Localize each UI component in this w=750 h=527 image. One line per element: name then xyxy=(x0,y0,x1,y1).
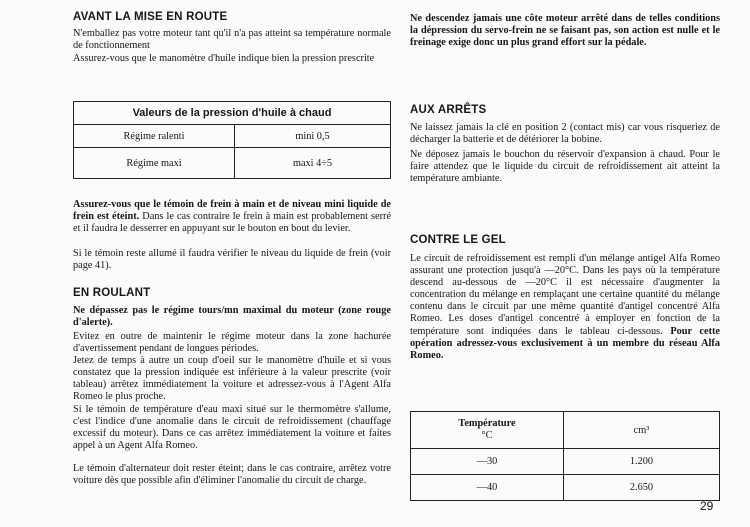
paragraph-liquide-frein: Si le témoin reste allumé il faudra vérifier le niveau du liquide de frein (voir page 41). xyxy=(73,248,391,272)
oil-pressure-table xyxy=(73,101,391,179)
paragraph-cote-moteur xyxy=(410,13,720,49)
antifreeze-row-temp: —30 xyxy=(411,449,564,475)
section-title-contre-le-gel: CONTRE LE GEL xyxy=(410,234,506,246)
oil-table-row-label: Régime ralenti xyxy=(74,125,235,148)
antifreeze-bold: Pour cette opération adressez-vous exclusivement à un membre du réseau Alfa Romeo. xyxy=(410,325,721,361)
brake-warning-bold: Assurez-vous que le témoin de frein à main et de niveau mini liquide de frein est éteint. xyxy=(73,199,391,223)
section-title-aux-arrets: AUX ARRÊTS xyxy=(410,104,487,116)
paragraph-coup-oeil: Jetez de temps à autre un coup d'oeil sur le manomètre d'huile et si vous constatez que la pression indiquée est inférieure à la valeur prescrite (voir tableau) arrêtez immédiatement la voiture et adressez-vous à l'Agent Alfa Romeo le plus proche. xyxy=(73,355,391,403)
antifreeze-text: Le circuit de refroidissement est rempli d'un mélange antigel Alfa Romeo assurant une protection jusqu'à —20°C. Dans les pays où la température descend au-dessous de —20°C il est nécessaire d'augmenter la concentration du mélange en remplaçant une certaine quantité du mélange contenu dans le circuit par une même quantité d'antigel concentré Alfa Romeo. Les doses d'antigel concentré à employer en fonction de la température sont indiquées dans le tableau ci-dessous. xyxy=(410,253,720,337)
paragraph-zone-hachuree: Evitez en outre de maintenir le régime moteur dans la zone hachurée d'avertissement pendant de longues périodes. xyxy=(73,331,391,355)
antifreeze-row-cm3: 1.200 xyxy=(564,449,720,475)
oil-table-row-value: maxi 4÷5 xyxy=(235,148,391,179)
oil-table-title: Valeurs de la pression d'huile à chaud xyxy=(74,102,391,125)
hill-warning-bold: Ne descendez jamais une côte moteur arrêté dans de telles conditions la dépression du servo-frein ne se faisant pas, son action est nulle et le freinage exige donc un plus grand effort sur la pédale. xyxy=(410,13,720,49)
antifreeze-row-temp: —40 xyxy=(411,475,564,501)
paragraph-cle-position: Ne laissez jamais la clé en position 2 (contact mis) car vous risqueriez de décharger la batterie et de détériorer la bobine. xyxy=(410,122,720,146)
section-title-en-roulant: EN ROULANT xyxy=(73,287,151,299)
antifreeze-header-temperature xyxy=(411,412,564,449)
paragraph-bouchon-reservoir: Ne déposez jamais le bouchon du réservoir d'expansion à chaud. Pour le faire attendez que le liquide du circuit de refroidissement ait atteint la température ambiante. xyxy=(410,149,720,185)
brake-warning-text: Dans le cas contraire le frein à main est probablement serré et il faudra le desserrer en appuyant sur le bouton en bout du levier. xyxy=(73,211,392,235)
paragraph-regime-max xyxy=(73,305,391,329)
paragraph-manometre: Assurez-vous que le manomètre d'huile indique bien la pression prescrite xyxy=(73,53,375,64)
paragraph-antigel xyxy=(410,253,720,362)
antifreeze-header-temperature-label: Température xyxy=(458,418,516,429)
section-title-avant-mise-en-route: AVANT LA MISE EN ROUTE xyxy=(73,11,228,23)
rpm-warning-bold: Ne dépassez pas le régime tours/mn maximal du moteur (zone rouge d'alerte). xyxy=(73,305,391,329)
oil-table-row-value: mini 0,5 xyxy=(235,125,391,148)
antifreeze-header-unit: °C xyxy=(481,430,493,441)
antifreeze-table xyxy=(410,411,720,501)
page-number: 29 xyxy=(700,499,714,513)
paragraph-temoin-temperature: Si le témoin de température d'eau maxi situé sur le thermomètre s'allume, c'est l'indice d'une anomalie dans le circuit de refroidissement (chauffage excessif du moteur). Dans ce cas arrêtez immédiatement la voiture et faites appel à un Agent Alfa Romeo. xyxy=(73,404,391,452)
paragraph-temoin-frein xyxy=(73,199,391,235)
antifreeze-header-cm3: cm³ xyxy=(564,412,720,449)
oil-table-row-label: Régime maxi xyxy=(74,148,235,179)
antifreeze-row-cm3: 2.650 xyxy=(564,475,720,501)
paragraph-alternateur: Le témoin d'alternateur doit rester éteint; dans le cas contraire, arrêtez votre voiture dès que possible afin d'éliminer l'anomalie du circuit de charge. xyxy=(73,463,391,487)
paragraph-emballez: N'emballez pas votre moteur tant qu'il n'a pas atteint sa température normale de fonctionnement xyxy=(73,28,391,52)
